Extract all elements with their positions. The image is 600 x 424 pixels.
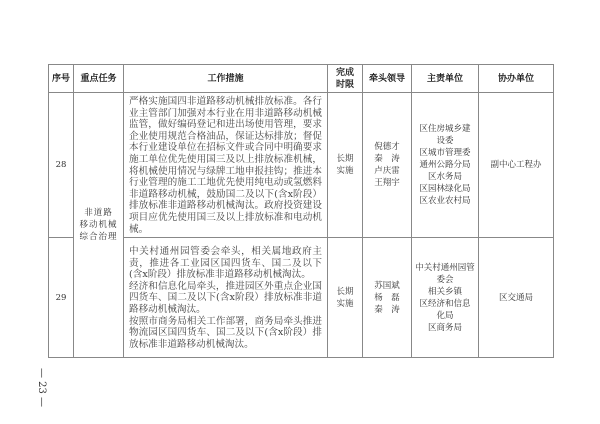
leader: 苏国斌 — [374, 280, 400, 291]
leaders-cell — [363, 93, 412, 238]
lead-unit: 化局 — [436, 310, 454, 321]
row-no: 29 — [49, 238, 74, 358]
task-table — [48, 64, 554, 358]
table-row — [49, 93, 554, 238]
lead-units-cell — [412, 93, 479, 238]
deadline-line: 长期 — [336, 286, 354, 297]
leader: 卢庆雷 — [374, 166, 400, 177]
lead-unit: 设委 — [436, 136, 454, 147]
lead-unit: 区商务局 — [427, 322, 462, 333]
lead-unit: 区水务局 — [427, 172, 462, 183]
lead-unit: 区住房城乡建 — [419, 124, 471, 135]
lead-unit: 区城市管理委 — [419, 148, 471, 159]
task-line: 移动机械 — [79, 220, 118, 231]
assist-unit-cell: 副中心工程办 — [479, 93, 554, 238]
measure-paragraph: 经济和信息化局牵头，推进园区外重点企业国四货车、国二及以下(含x阶段）排放标准非道路移动机械淘汰。 — [129, 280, 322, 315]
page-number-text: — 23 — — [36, 367, 48, 408]
assist-unit-cell: 区交通局 — [479, 238, 554, 358]
header-deadline-line: 完成 — [335, 67, 354, 78]
header-deadline — [328, 65, 363, 93]
header-task: 重点任务 — [74, 65, 124, 93]
lead-units-cell — [412, 238, 479, 358]
measure-paragraph: 按照市商务局相关工作部署，商务局牵头推进物流园区国四货车、国二及以下(含x阶段）排放标准非道路移动机械淘汰。 — [129, 315, 322, 350]
deadline-line: 长期 — [336, 154, 354, 165]
leader: 杨 磊 — [374, 292, 400, 303]
lead-unit: 区园林绿化局 — [419, 184, 471, 195]
leader: 倪德才 — [374, 142, 400, 153]
lead-unit: 区经济和信息 — [419, 298, 471, 309]
task-line: 综合治理 — [79, 232, 118, 243]
row-no: 28 — [49, 93, 74, 238]
lead-unit: 中关村通州园管 — [415, 262, 475, 273]
task-cell — [74, 93, 124, 358]
leaders-cell — [363, 238, 412, 358]
header-deadline-line: 时限 — [335, 79, 354, 90]
deadline-cell — [328, 93, 363, 238]
header-leaders: 牵头领导 — [363, 65, 412, 93]
leader: 王翔宇 — [374, 178, 400, 189]
deadline-cell — [328, 238, 363, 358]
page-number — [22, 367, 48, 408]
leader: 秦 涛 — [374, 154, 400, 165]
table-header-row — [49, 65, 554, 93]
header-measures: 工作措施 — [124, 65, 328, 93]
lead-unit: 通州公路分局 — [419, 160, 471, 171]
measures-cell — [124, 238, 328, 358]
table-row — [49, 238, 554, 358]
lead-unit: 区农业农村局 — [419, 196, 471, 207]
leader: 秦 涛 — [374, 304, 400, 315]
measure-paragraph: 中关村通州园管委会牵头，相关属地政府主责，推进各工业园区国四货车、国二及以下(含x阶段）排放标准非道路移动机械淘汰。 — [129, 245, 322, 281]
measures-cell: 严格实施国四非道路移动机械排放标准。各行业主管部门加强对本行业在用非道路移动机械监管，做好编码登记和进出场使用管理，要求企业使用规范合格油品，保证达标排放；督促本行业建设单位在招标文件或合同中明确要求施工单位优先使用国三及以上排放标准机械，将机械使用情况与绿牌工地申报挂钩；推进本行业管理的施工工地优先使用纯电动或氢燃料非道路移动机械，鼓励国二及以下(含x阶段）排放标准非道路移动机械淘汰。政府投资建设项目应优先使用国三及以上排放标准和电动机械。 — [124, 93, 328, 238]
header-assist-unit: 协办单位 — [479, 65, 554, 93]
header-lead-unit: 主责单位 — [412, 65, 479, 93]
lead-unit: 委会 — [436, 274, 454, 285]
task-line: 非道路 — [84, 208, 113, 219]
deadline-line: 实施 — [336, 166, 354, 177]
deadline-line: 实施 — [336, 298, 354, 309]
lead-unit: 相关乡镇 — [427, 286, 462, 297]
header-no: 序号 — [49, 65, 74, 93]
